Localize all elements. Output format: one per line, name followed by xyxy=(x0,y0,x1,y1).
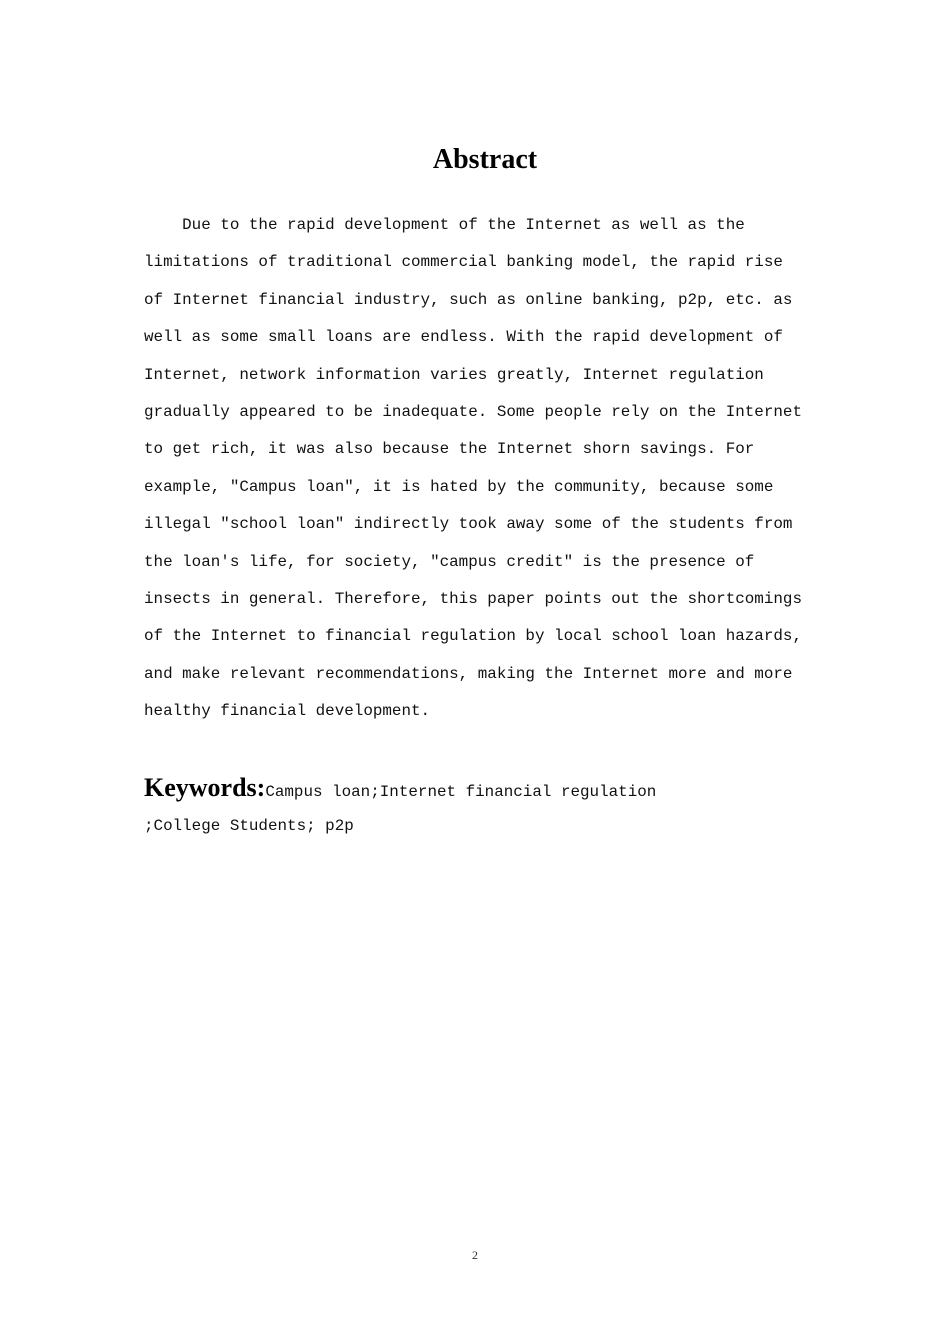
abstract-line: of the Internet to financial regulation by local school loan hazards, xyxy=(144,627,802,646)
abstract-line: well as some small loans are endless. With the rapid development of xyxy=(144,328,783,347)
abstract-line: of Internet financial industry, such as online banking, p2p, etc. as xyxy=(144,290,793,309)
page-number: 2 xyxy=(472,1248,478,1262)
abstract-line: insects in general. Therefore, this paper points out the shortcomings xyxy=(144,590,802,609)
keywords-label: Keywords: xyxy=(144,773,266,802)
keywords-text: Campus loan;Internet financial regulation xyxy=(265,783,657,801)
abstract-line: healthy financial development. xyxy=(144,702,431,721)
abstract-line: example, "Campus loan", it is hated by the community, because some xyxy=(144,477,774,496)
abstract-line: the loan's life, for society, "campus credit" is the presence of xyxy=(144,552,755,571)
abstract-line: gradually appeared to be inadequate. Some people rely on the Internet xyxy=(144,403,802,422)
abstract-line: illegal "school loan" indirectly took away some of the students from xyxy=(144,515,793,534)
abstract-line: Due to the rapid development of the Internet as well as the xyxy=(144,216,745,234)
abstract-title: Abstract xyxy=(432,144,538,175)
keywords-section xyxy=(144,770,824,844)
abstract-line: limitations of traditional commercial banking model, the rapid rise xyxy=(144,253,783,272)
keywords-row xyxy=(144,770,824,810)
abstract-line: to get rich, it was also because the Internet shorn savings. For xyxy=(144,440,755,459)
abstract-line: Internet, network information varies greatly, Internet regulation xyxy=(144,365,764,384)
keywords-text-continued: ;College Students; p2p xyxy=(144,817,354,835)
abstract-body xyxy=(144,207,814,731)
abstract-line: and make relevant recommendations, making the Internet more and more xyxy=(144,664,793,683)
